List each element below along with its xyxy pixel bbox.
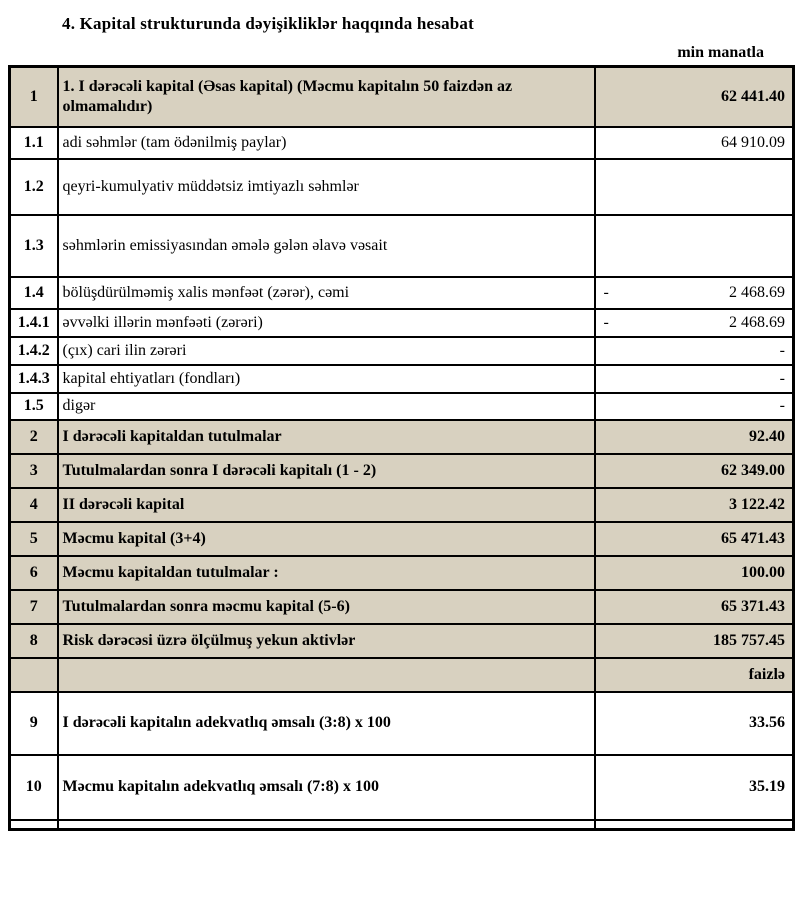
- row-value-cell: [595, 127, 794, 159]
- row-number-cell: 1.5: [10, 393, 58, 420]
- row-value: 35.19: [749, 778, 785, 795]
- row-value-cell: [595, 820, 794, 830]
- value-wrap: [600, 530, 789, 548]
- table-row: [10, 755, 794, 820]
- row-number-cell: 10: [10, 755, 58, 820]
- row-number-cell: 7: [10, 590, 58, 624]
- row-label-cell: Məcmu kapitaldan tutulmalar :: [58, 556, 595, 590]
- value-wrap: [600, 284, 789, 302]
- capital-structure-table: [8, 65, 795, 831]
- row-number-cell: [10, 820, 58, 830]
- table-body: [10, 67, 794, 830]
- value-wrap: [600, 428, 789, 446]
- value-wrap: [600, 88, 789, 106]
- row-value: 65 371.43: [721, 597, 785, 615]
- table-row: [10, 365, 794, 393]
- row-label-cell: digər: [58, 393, 595, 420]
- negative-sign: -: [603, 283, 609, 301]
- row-label-cell: Məcmu kapital (3+4): [58, 522, 595, 556]
- row-value: 2 468.69: [729, 283, 785, 301]
- row-label-cell: [58, 658, 595, 692]
- row-label-cell: Məcmu kapitalın adekvatlıq əmsalı (7:8) x 100: [58, 755, 595, 820]
- row-number-cell: 1.1: [10, 127, 58, 159]
- row-label-cell: Tutulmalardan sonra məcmu kapital (5-6): [58, 590, 595, 624]
- negative-sign: -: [603, 313, 609, 331]
- table-row: [10, 488, 794, 522]
- row-value: 100.00: [741, 563, 785, 581]
- row-value-cell: [595, 755, 794, 820]
- row-number-cell: 1.4.2: [10, 337, 58, 365]
- row-value-cell: [595, 393, 794, 420]
- row-value: 62 441.40: [721, 87, 785, 105]
- table-row: [10, 658, 794, 692]
- row-value-cell: [595, 522, 794, 556]
- row-label-cell: Risk dərəcəsi üzrə ölçülmuş yekun aktivlər: [58, 624, 595, 658]
- row-value-cell: [595, 454, 794, 488]
- row-value-cell: [595, 67, 794, 127]
- value-wrap: [600, 632, 789, 650]
- value-wrap: [600, 598, 789, 616]
- table-row: [10, 159, 794, 215]
- row-value-cell: [595, 365, 794, 393]
- row-label-cell: əvvəlki illərin mənfəəti (zərəri): [58, 309, 595, 337]
- row-label-cell: qeyri-kumulyativ müddətsiz imtiyazlı səhmlər: [58, 159, 595, 215]
- row-value: 3 122.42: [729, 495, 785, 513]
- row-label-cell: Tutulmalardan sonra I dərəcəli kapitalı (1 - 2): [58, 454, 595, 488]
- row-value: 65 471.43: [721, 529, 785, 547]
- row-value-cell: [595, 590, 794, 624]
- page-title: 4. Kapital strukturunda dəyişikliklər haqqında hesabat: [62, 14, 474, 33]
- value-wrap: [600, 778, 789, 796]
- row-label-cell: səhmlərin emissiyasından əmələ gələn əlavə vəsait: [58, 215, 595, 277]
- table-row: [10, 127, 794, 159]
- row-value-cell: [595, 309, 794, 337]
- row-value-cell: [595, 556, 794, 590]
- row-number-cell: 1.3: [10, 215, 58, 277]
- table-row: [10, 522, 794, 556]
- row-value-cell: [595, 337, 794, 365]
- row-number-cell: 9: [10, 692, 58, 755]
- table-row: [10, 454, 794, 488]
- row-value-cell: [595, 692, 794, 755]
- row-value-cell: [595, 624, 794, 658]
- row-label-cell: 1. I dərəcəli kapital (Əsas kapital) (Məcmu kapitalın 50 faizdən az olmamalıdır): [58, 67, 595, 127]
- row-value: 185 757.45: [713, 631, 785, 649]
- row-label-cell: II dərəcəli kapital: [58, 488, 595, 522]
- value-wrap: [600, 666, 789, 684]
- unit-label: min manatla: [677, 44, 764, 61]
- row-number-cell: 8: [10, 624, 58, 658]
- row-value-cell: [595, 488, 794, 522]
- row-label-cell: I dərəcəli kapitaldan tutulmalar: [58, 420, 595, 454]
- row-value: 62 349.00: [721, 461, 785, 479]
- row-number-cell: 1.4.1: [10, 309, 58, 337]
- value-wrap: [600, 342, 789, 360]
- value-wrap: [600, 714, 789, 732]
- value-wrap: [600, 496, 789, 514]
- row-value-cell: [595, 420, 794, 454]
- row-number-cell: 5: [10, 522, 58, 556]
- table-row: [10, 337, 794, 365]
- row-number-cell: 1.4.3: [10, 365, 58, 393]
- row-value: -: [779, 341, 785, 359]
- row-value: -: [779, 397, 785, 414]
- table-row: [10, 590, 794, 624]
- row-number-cell: [10, 658, 58, 692]
- table-row: [10, 277, 794, 309]
- row-number-cell: 1.2: [10, 159, 58, 215]
- table-row: [10, 215, 794, 277]
- row-value: 92.40: [749, 427, 785, 445]
- row-label-cell: (çıx) cari ilin zərəri: [58, 337, 595, 365]
- value-wrap: [600, 462, 789, 480]
- table-row: [10, 67, 794, 127]
- table-row: [10, 393, 794, 420]
- table-row: [10, 309, 794, 337]
- row-value: 64 910.09: [721, 133, 785, 151]
- row-value-cell: [595, 277, 794, 309]
- table-row: [10, 692, 794, 755]
- value-wrap: [600, 370, 789, 388]
- row-label-cell: adi səhmlər (tam ödənilmiş paylar): [58, 127, 595, 159]
- row-number-cell: 6: [10, 556, 58, 590]
- row-value: 33.56: [749, 714, 785, 731]
- row-label-cell: bölüşdürülməmiş xalis mənfəət (zərər), cəmi: [58, 277, 595, 309]
- row-label-cell: [58, 820, 595, 830]
- row-value-cell: [595, 215, 794, 277]
- value-wrap: [600, 134, 789, 152]
- row-number-cell: 1: [10, 67, 58, 127]
- row-value: -: [779, 369, 785, 387]
- row-number-cell: 2: [10, 420, 58, 454]
- row-number-cell: 1.4: [10, 277, 58, 309]
- row-value-cell: [595, 658, 794, 692]
- value-wrap: [600, 564, 789, 582]
- row-value-cell: [595, 159, 794, 215]
- value-wrap: [600, 397, 789, 415]
- row-value: 2 468.69: [729, 313, 785, 331]
- value-wrap: [600, 314, 789, 332]
- table-row: [10, 820, 794, 830]
- row-label-cell: kapital ehtiyatları (fondları): [58, 365, 595, 393]
- table-row: [10, 624, 794, 658]
- table-row: [10, 556, 794, 590]
- row-value: faizlə: [748, 665, 785, 683]
- row-label-cell: I dərəcəli kapitalın adekvatlıq əmsalı (3:8) x 100: [58, 692, 595, 755]
- row-number-cell: 3: [10, 454, 58, 488]
- row-number-cell: 4: [10, 488, 58, 522]
- table-row: [10, 420, 794, 454]
